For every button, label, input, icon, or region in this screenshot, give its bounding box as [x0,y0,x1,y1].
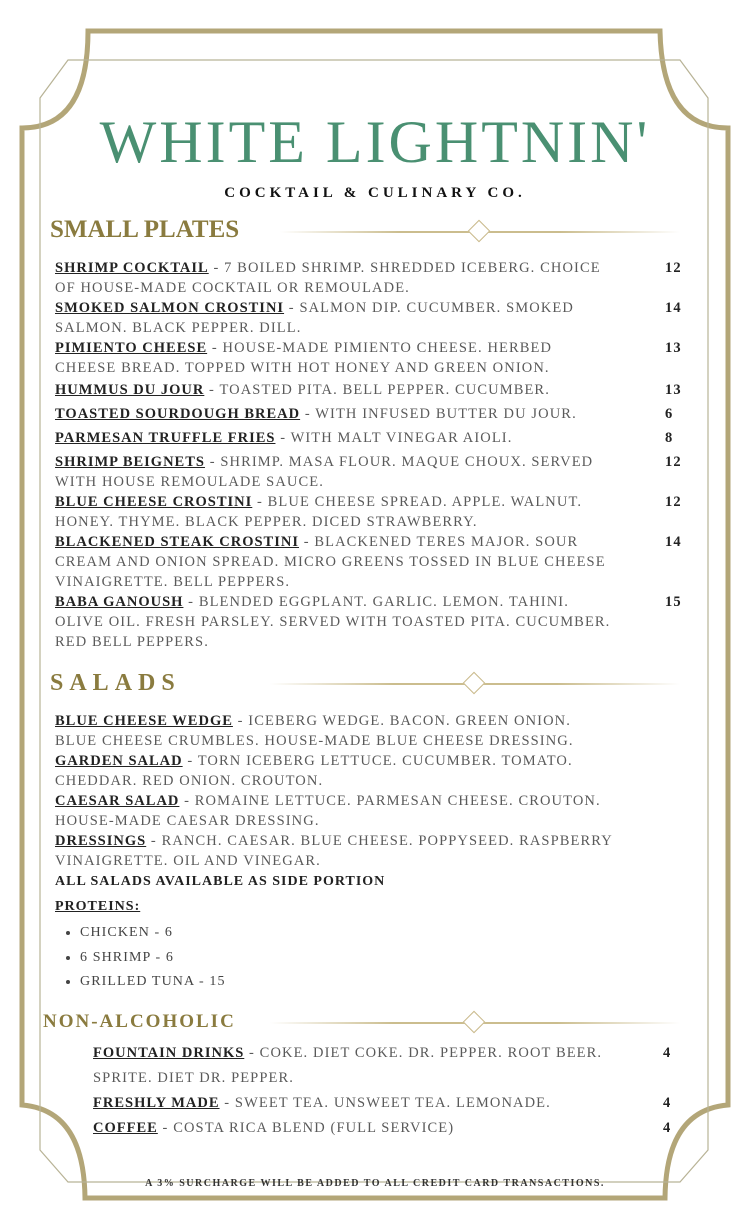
menu-item [55,532,685,592]
item-price: 8 [665,430,674,446]
item-description: - BLUE CHEESE SPREAD. APPLE. WALNUT. HONEY. THYME. BLACK PEPPER. DICED STRAWBERRY. [55,494,583,530]
item-name: BLUE CHEESE WEDGE [55,713,233,729]
menu-item [93,1091,683,1116]
menu-item [55,258,685,298]
item-description: - COKE. DIET COKE. DR. PEPPER. ROOT BEER. SPRITE. DIET DR. PEPPER. [93,1045,603,1086]
item-description: - ROMAINE LETTUCE. PARMESAN CHEESE. CROUTON. HOUSE-MADE CAESAR DRESSING. [55,793,601,829]
item-price: 4 [663,1120,672,1136]
item-description: - WITH INFUSED BUTTER DU JOUR. [300,406,577,422]
item-name: PIMIENTO CHEESE [55,340,208,356]
item-description: - TORN ICEBERG LETTUCE. CUCUMBER. TOMATO. CHEDDAR. RED ONION. CROUTON. [55,753,573,789]
menu-item [55,404,685,424]
item-price: 14 [665,300,682,316]
restaurant-title: WHITE LIGHTNIN' [99,109,651,175]
item-price: 12 [665,494,682,510]
item-description: - COSTA RICA BLEND (FULL SERVICE) [157,1120,455,1136]
menu-item [55,298,685,338]
item-price: 12 [665,260,682,276]
surcharge-notice: A 3% SURCHARGE WILL BE ADDED TO ALL CREDIT CARD TRANSACTIONS. [145,1178,605,1189]
restaurant-subtitle: COCKTAIL & CULINARY CO. [224,185,526,201]
menu-item [55,452,685,492]
menu-item [55,831,685,871]
small-plates-list [55,258,685,652]
item-name: SHRIMP COCKTAIL [55,260,209,276]
item-price: 4 [663,1095,672,1111]
item-description: - 7 BOILED SHRIMP. SHREDDED ICEBERG. CHOICE OF HOUSE-MADE COCKTAIL OR REMOULADE. [55,260,601,296]
item-name: BLACKENED STEAK CROSTINI [55,534,299,550]
menu-item [55,791,685,831]
item-name: SMOKED SALMON CROSTINI [55,300,285,316]
menu-item [55,592,685,652]
item-name: COFFEE [93,1120,158,1136]
side-portion-note: ALL SALADS AVAILABLE AS SIDE PORTION [55,874,386,889]
item-price: 13 [665,340,682,356]
item-description: - BLACKENED TERES MAJOR. SOUR CREAM AND ONION SPREAD. MICRO GREENS TOSSED IN BLUE CHEESE VINAIGRETTE. BELL PEPPERS. [55,534,606,590]
item-description: - BLENDED EGGPLANT. GARLIC. LEMON. TAHINI. OLIVE OIL. FRESH PARSLEY. SERVED WITH TOASTED PITA. CUCUMBER. RED BELL PEPPERS. [55,594,611,650]
menu-item [55,711,685,751]
menu-item [55,751,685,791]
item-name: CAESAR SALAD [55,793,180,809]
item-price: 15 [665,594,682,610]
item-description: - WITH MALT VINEGAR AIOLI. [275,430,513,446]
menu-item [55,428,685,448]
item-name: FOUNTAIN DRINKS [93,1045,245,1061]
menu-item [55,492,685,532]
section-heading-small-plates: SMALL PLATES [50,216,240,243]
protein-option: • GRILLED TUNA - 15 [80,970,685,995]
protein-option: • 6 SHRIMP - 6 [80,946,685,971]
item-name: DRESSINGS [55,833,147,849]
item-description: - HOUSE-MADE PIMIENTO CHEESE. HERBED CHEESE BREAD. TOPPED WITH HOT HONEY AND GREEN ONION. [55,340,553,376]
section-heading-salads: SALADS [50,670,181,696]
item-price: 13 [665,382,682,398]
item-name: HUMMUS DU JOUR [55,382,205,398]
item-name: BLUE CHEESE CROSTINI [55,494,253,510]
menu-item [93,1041,683,1091]
section-heading-non-alcoholic: NON-ALCOHOLIC [43,1011,236,1032]
menu-item [55,338,685,378]
item-price: 6 [665,406,674,422]
item-description: - TOASTED PITA. BELL PEPPER. CUCUMBER. [204,382,550,398]
non-alcoholic-list [93,1041,683,1141]
ornament-divider [270,678,680,690]
item-description: - SWEET TEA. UNSWEET TEA. LEMONADE. [219,1095,551,1111]
menu-item [93,1116,683,1141]
proteins-label: PROTEINS: [55,899,141,914]
item-description: - SHRIMP. MASA FLOUR. MAQUE CHOUX. SERVED WITH HOUSE REMOULADE SAUCE. [55,454,594,490]
ornament-divider [270,1017,680,1029]
salads-list [55,711,685,995]
item-description: - SALMON DIP. CUCUMBER. SMOKED SALMON. BLACK PEPPER. DILL. [55,300,574,336]
ornament-divider [280,226,680,238]
item-name: SHRIMP BEIGNETS [55,454,205,470]
proteins-list [55,921,685,995]
item-price: 12 [665,454,682,470]
item-price: 4 [663,1045,672,1061]
item-name: TOASTED SOURDOUGH BREAD [55,406,301,422]
menu-item [55,380,685,400]
item-name: BABA GANOUSH [55,594,184,610]
item-name: FRESHLY MADE [93,1095,220,1111]
item-name: PARMESAN TRUFFLE FRIES [55,430,276,446]
item-name: GARDEN SALAD [55,753,183,769]
protein-option: • CHICKEN - 6 [80,921,685,946]
item-description: - ICEBERG WEDGE. BACON. GREEN ONION. BLUE CHEESE CRUMBLES. HOUSE-MADE BLUE CHEESE DRESSING. [55,713,574,749]
item-price: 14 [665,534,682,550]
item-description: - RANCH. CAESAR. BLUE CHEESE. POPPYSEED. RASPBERRY VINAIGRETTE. OIL AND VINEGAR. [55,833,613,869]
